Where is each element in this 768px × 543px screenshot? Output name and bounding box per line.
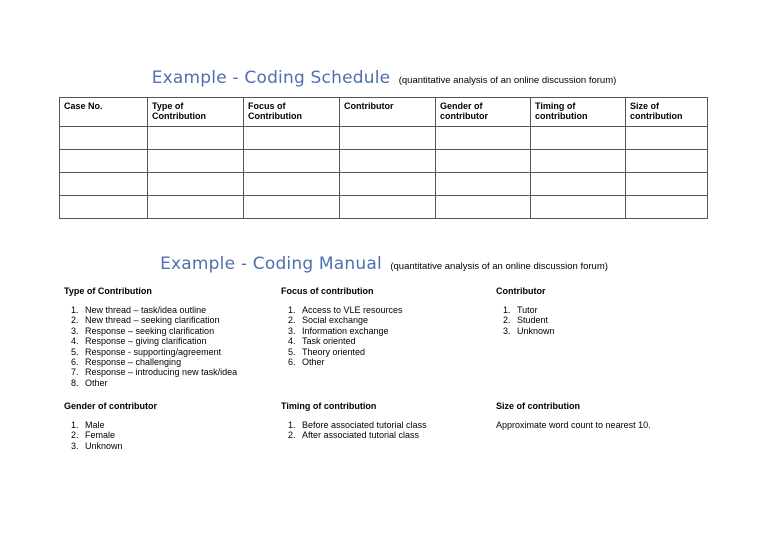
table-cell xyxy=(244,173,340,196)
table-cell xyxy=(244,196,340,219)
coding-schedule-title: Example - Coding Schedule xyxy=(151,68,391,88)
timing-of-contribution-list xyxy=(281,420,427,441)
section-heading: Gender of contributor xyxy=(64,401,157,411)
type-of-contribution-list xyxy=(64,305,237,388)
list-item: 1. Before associated tutorial class xyxy=(298,420,427,430)
table-cell xyxy=(626,150,708,173)
list-item: 1. Male xyxy=(81,420,157,430)
column-header: Size of contribution xyxy=(626,98,708,127)
list-item: 2. New thread – seeking clarification xyxy=(81,315,237,325)
timing-of-contribution-section xyxy=(281,401,427,441)
table-cell xyxy=(531,150,626,173)
list-item: 1. New thread – task/idea outline xyxy=(81,305,237,315)
coding-schedule-table xyxy=(59,97,708,219)
table-cell xyxy=(244,150,340,173)
list-item: 4. Task oriented xyxy=(298,336,403,346)
column-header: Case No. xyxy=(60,98,148,127)
list-item: 2. Female xyxy=(81,430,157,440)
column-header: Gender of contributor xyxy=(436,98,531,127)
table-cell xyxy=(531,196,626,219)
list-item: 3. Response – seeking clarification xyxy=(81,326,237,336)
list-item: 2. Student xyxy=(513,315,555,325)
table-cell xyxy=(531,127,626,150)
list-item: 7. Response – introducing new task/idea xyxy=(81,367,237,377)
list-item: 3. Information exchange xyxy=(298,326,403,336)
section-heading: Timing of contribution xyxy=(281,401,377,411)
table-cell xyxy=(340,150,436,173)
contributor-section xyxy=(496,286,555,336)
column-header: Timing of contribution xyxy=(531,98,626,127)
column-header: Contributor xyxy=(340,98,436,127)
list-item: 8. Other xyxy=(81,378,237,388)
focus-of-contribution-list xyxy=(281,305,403,367)
table-cell xyxy=(60,127,148,150)
type-of-contribution-section xyxy=(64,286,237,388)
gender-of-contributor-section xyxy=(64,401,157,451)
table-cell xyxy=(148,127,244,150)
table-cell xyxy=(340,173,436,196)
table-row xyxy=(60,127,708,150)
table-cell xyxy=(244,127,340,150)
size-of-contribution-section xyxy=(496,401,651,430)
contributor-list xyxy=(496,305,555,336)
list-item: 2. After associated tutorial class xyxy=(298,430,427,440)
table-cell xyxy=(436,173,531,196)
focus-of-contribution-section xyxy=(281,286,403,367)
table-cell xyxy=(148,196,244,219)
coding-manual-title: Example - Coding Manual xyxy=(160,254,382,274)
table-cell xyxy=(626,173,708,196)
list-item: 3. Unknown xyxy=(81,441,157,451)
section-heading: Focus of contribution xyxy=(281,286,374,296)
table-cell xyxy=(626,196,708,219)
coding-manual-subtitle: (quantitative analysis of an online discussion forum) xyxy=(390,261,608,272)
table-row xyxy=(60,173,708,196)
list-item: 1. Tutor xyxy=(513,305,555,315)
list-item: 6. Response – challenging xyxy=(81,357,237,367)
coding-schedule-subtitle: (quantitative analysis of an online discussion forum) xyxy=(398,75,617,86)
section-heading: Contributor xyxy=(496,286,546,296)
coding-manual-title-row xyxy=(0,254,768,274)
list-item: 3. Unknown xyxy=(513,326,555,336)
table-cell xyxy=(626,127,708,150)
column-header: Focus of Contribution xyxy=(244,98,340,127)
table-cell xyxy=(340,127,436,150)
table-cell xyxy=(340,196,436,219)
table-cell xyxy=(60,173,148,196)
table-row xyxy=(60,196,708,219)
table-cell xyxy=(60,196,148,219)
list-item: 2. Social exchange xyxy=(298,315,403,325)
table-cell xyxy=(531,173,626,196)
section-heading: Type of Contribution xyxy=(64,286,152,296)
list-item: 5. Theory oriented xyxy=(298,347,403,357)
list-item: 6. Other xyxy=(298,357,403,367)
table-cell xyxy=(60,150,148,173)
list-item: 5. Response - supporting/agreement xyxy=(81,347,237,357)
table-cell xyxy=(436,196,531,219)
table-cell xyxy=(436,150,531,173)
size-of-contribution-text: Approximate word count to nearest 10. xyxy=(496,420,651,430)
table-header-row xyxy=(60,98,708,127)
column-header: Type of Contribution xyxy=(148,98,244,127)
section-heading: Size of contribution xyxy=(496,401,580,411)
table-cell xyxy=(436,127,531,150)
table-cell xyxy=(148,150,244,173)
list-item: 1. Access to VLE resources xyxy=(298,305,403,315)
coding-schedule-title-row xyxy=(0,68,768,88)
list-item: 4. Response – giving clarification xyxy=(81,336,237,346)
table-row xyxy=(60,150,708,173)
table-cell xyxy=(148,173,244,196)
gender-of-contributor-list xyxy=(64,420,157,451)
